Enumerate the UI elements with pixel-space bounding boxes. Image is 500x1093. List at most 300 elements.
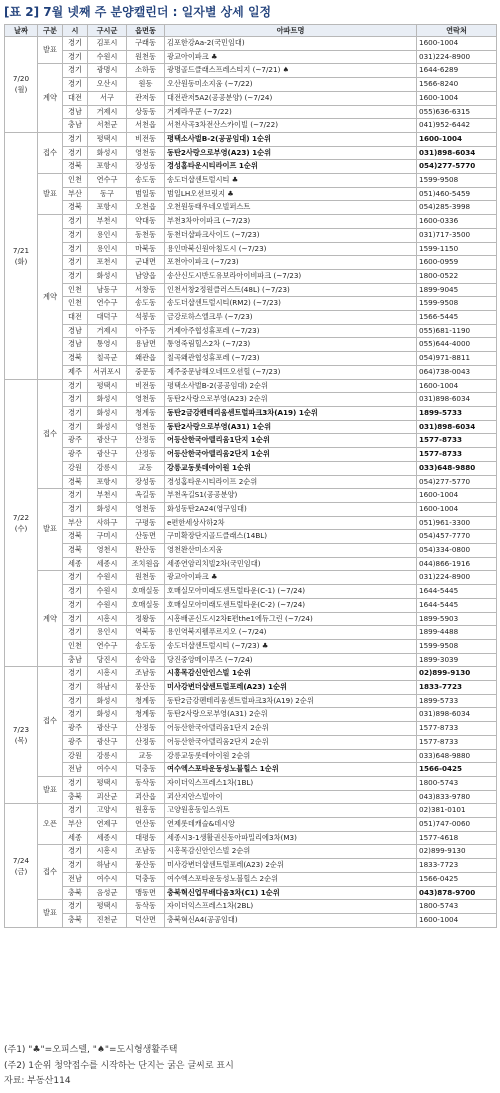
gu-cell: 포항시 (88, 475, 127, 489)
dong-cell: 영천동 (127, 420, 165, 434)
apt-cell: 용인역북지웰푸르지오 (~7/24) (165, 626, 417, 640)
table-row (5, 365, 497, 379)
apt-cell: 동천더샵파크사이드 (~7/23) (165, 228, 417, 242)
gu-cell: 평택시 (88, 900, 127, 914)
table-row (5, 667, 497, 681)
apt-cell: 여수엑스포타운동성노블힐스 1순위 (165, 763, 417, 777)
apt-cell: 제주중문남해오네뜨오션힐 (~7/23) (165, 365, 417, 379)
gu-cell: 용인시 (88, 626, 127, 640)
table-row (5, 571, 497, 585)
phone-cell: 1566-8240 (417, 78, 497, 92)
table-row (5, 324, 497, 338)
si-cell: 경기 (63, 228, 88, 242)
phone-cell: 1600-1004 (417, 502, 497, 516)
phone-cell: 1899-3039 (417, 653, 497, 667)
table-title: [표 2] 7월 넷째 주 분양캘린더 : 일자별 상세 일정 (4, 5, 272, 19)
gu-cell: 거제시 (88, 105, 127, 119)
gu-cell: 평택시 (88, 132, 127, 146)
footnote-2: (주2) 1순위 청약접수를 시작하는 단지는 굵은 글씨로 표시 (4, 1060, 234, 1071)
gu-cell: 연수구 (88, 639, 127, 653)
apt-cell: 경성홈타운시티라이프 2순위 (165, 475, 417, 489)
type-cell: 계약 (38, 215, 63, 379)
gu-cell: 포항시 (88, 160, 127, 174)
gu-cell: 사하구 (88, 516, 127, 530)
apt-cell: 고양원흥동일스위트 (165, 804, 417, 818)
gu-cell: 화성시 (88, 420, 127, 434)
table-row (5, 50, 497, 64)
type-cell: 계약 (38, 64, 63, 133)
dong-cell: 괴산읍 (127, 790, 165, 804)
si-cell: 대전 (63, 91, 88, 105)
gu-cell: 광명시 (88, 64, 127, 78)
gu-cell: 화성시 (88, 146, 127, 160)
dong-cell: 아주동 (127, 324, 165, 338)
table-row (5, 406, 497, 420)
gu-cell: 서구 (88, 91, 127, 105)
table-row (5, 900, 497, 914)
apt-cell: 시흥목감신안인스빌 1순위 (165, 667, 417, 681)
table-row (5, 242, 497, 256)
date-cell: 7/24 (금) (5, 804, 38, 927)
dong-cell: 서천읍 (127, 119, 165, 133)
col-header-phone: 연락처 (417, 25, 497, 37)
gu-cell: 화성시 (88, 393, 127, 407)
table-row (5, 872, 497, 886)
apt-cell: 호매실모아미래도센트럴타운(C-2) (~7/24) (165, 598, 417, 612)
phone-cell: 1600-1004 (417, 489, 497, 503)
table-row (5, 653, 497, 667)
apt-cell: 서천사곡3차전산스카이빌 (~7/22) (165, 119, 417, 133)
table-row (5, 557, 497, 571)
gu-cell: 광산구 (88, 448, 127, 462)
phone-cell: 1899-4488 (417, 626, 497, 640)
si-cell: 경남 (63, 338, 88, 352)
dong-cell: 비전동 (127, 379, 165, 393)
col-header-type: 구분 (38, 25, 63, 37)
table-row (5, 502, 497, 516)
footnotes (4, 1043, 496, 1090)
phone-cell: 054)334-0800 (417, 544, 497, 558)
gu-cell: 동구 (88, 187, 127, 201)
si-cell: 경기 (63, 585, 88, 599)
table-row (5, 132, 497, 146)
si-cell: 강원 (63, 749, 88, 763)
gu-cell: 연제구 (88, 818, 127, 832)
apt-cell: 세종연암리치빌2차(국민임대) (165, 557, 417, 571)
si-cell: 경기 (63, 900, 88, 914)
apt-cell: 김포한강Aa-2(국민임대) (165, 37, 417, 51)
gu-cell: 시흥시 (88, 612, 127, 626)
dong-cell: 관저동 (127, 91, 165, 105)
apt-cell: 어등산한국아델리움1단지 2순위 (165, 722, 417, 736)
apt-cell: 송도더샵센트럴시티 (~7/23) ♣ (165, 639, 417, 653)
dong-cell: 송도동 (127, 174, 165, 188)
table-row (5, 297, 497, 311)
table-row (5, 694, 497, 708)
si-cell: 경기 (63, 146, 88, 160)
si-cell: 충북 (63, 790, 88, 804)
dong-cell: 용남면 (127, 338, 165, 352)
phone-cell: 051)460-5459 (417, 187, 497, 201)
phone-cell: 1600-1004 (417, 37, 497, 51)
si-cell: 광주 (63, 448, 88, 462)
table-row (5, 763, 497, 777)
dong-cell: 조남동 (127, 845, 165, 859)
phone-cell: 055)644-4000 (417, 338, 497, 352)
table-row (5, 598, 497, 612)
apt-cell: 당진중앙메이루즈 (~7/24) (165, 653, 417, 667)
gu-cell: 칠곡군 (88, 352, 127, 366)
table-row (5, 544, 497, 558)
apt-cell: 미사강변더샵센트럴포레(A23) 1순위 (165, 681, 417, 695)
si-cell: 인천 (63, 639, 88, 653)
phone-cell: 054)285-3998 (417, 201, 497, 215)
phone-cell: 1800-0522 (417, 269, 497, 283)
table-row (5, 585, 497, 599)
apt-cell: 세종시3-1생활권신동아파밀리에3차(M3) (165, 831, 417, 845)
dong-cell: 정왕동 (127, 612, 165, 626)
dong-cell: 청계동 (127, 694, 165, 708)
table-row (5, 37, 497, 51)
type-cell: 발표 (38, 776, 63, 803)
apt-cell: 평택소사벌B-2(공공임대) 2순위 (165, 379, 417, 393)
phone-cell: 1577-8733 (417, 735, 497, 749)
table-row (5, 434, 497, 448)
type-cell: 발표 (38, 174, 63, 215)
gu-cell: 화성시 (88, 269, 127, 283)
si-cell: 강원 (63, 461, 88, 475)
apt-cell: 자이더익스프레스1차(1BL) (165, 776, 417, 790)
si-cell: 경기 (63, 37, 88, 51)
si-cell: 경남 (63, 105, 88, 119)
si-cell: 세종 (63, 831, 88, 845)
schedule-table-container (4, 24, 496, 928)
table-row (5, 160, 497, 174)
gu-cell: 용인시 (88, 228, 127, 242)
gu-cell: 시흥시 (88, 667, 127, 681)
apt-cell: 어등산한국아델리움2단지 2순위 (165, 735, 417, 749)
gu-cell: 진천군 (88, 914, 127, 928)
si-cell: 부산 (63, 818, 88, 832)
dong-cell: 마북동 (127, 242, 165, 256)
apt-cell: 시흥목감신안인스빌 2순위 (165, 845, 417, 859)
phone-cell: 1599-9508 (417, 174, 497, 188)
si-cell: 경기 (63, 804, 88, 818)
phone-cell: 043)878-9700 (417, 886, 497, 900)
si-cell: 부산 (63, 516, 88, 530)
dong-cell: 교동 (127, 749, 165, 763)
phone-cell: 055)681-1190 (417, 324, 497, 338)
apt-cell: 광교아이파크 ♣ (165, 50, 417, 64)
type-cell: 계약 (38, 571, 63, 667)
phone-cell: 055)636-6315 (417, 105, 497, 119)
apt-cell: 강릉교동롯데아이원 2순위 (165, 749, 417, 763)
table-row (5, 626, 497, 640)
si-cell: 전남 (63, 872, 88, 886)
gu-cell: 화성시 (88, 502, 127, 516)
apt-cell: 인천서창2정원클러스트(48L) (~7/23) (165, 283, 417, 297)
table-row (5, 461, 497, 475)
gu-cell: 김포시 (88, 37, 127, 51)
phone-cell: 1899-5733 (417, 406, 497, 420)
table-row (5, 681, 497, 695)
col-header-dong: 읍면동 (127, 25, 165, 37)
phone-cell: 1899-5903 (417, 612, 497, 626)
phone-cell: 054)277-5770 (417, 475, 497, 489)
gu-cell: 하남시 (88, 859, 127, 873)
dong-cell: 비전동 (127, 132, 165, 146)
si-cell: 인천 (63, 297, 88, 311)
si-cell: 경기 (63, 50, 88, 64)
apt-cell: 대전관저5A2(공공분양) (~7/24) (165, 91, 417, 105)
phone-cell: 031)224-8900 (417, 571, 497, 585)
table-row (5, 64, 497, 78)
table-row (5, 818, 497, 832)
table-row (5, 256, 497, 270)
phone-cell: 1599-1150 (417, 242, 497, 256)
dong-cell: 청계동 (127, 406, 165, 420)
dong-cell: 역북동 (127, 626, 165, 640)
table-row (5, 174, 497, 188)
dong-cell: 상동동 (127, 105, 165, 119)
apt-cell: 동탄2금강펜테리움센트럴파크3차(A19) 2순위 (165, 694, 417, 708)
apt-cell: 용인마북신원아침도시 (~7/23) (165, 242, 417, 256)
type-cell: 접수 (38, 667, 63, 777)
table-row (5, 530, 497, 544)
gu-cell: 부천시 (88, 215, 127, 229)
phone-cell: 1577-8733 (417, 722, 497, 736)
table-row (5, 393, 497, 407)
schedule-table (4, 24, 497, 928)
si-cell: 경기 (63, 256, 88, 270)
gu-cell: 수원시 (88, 571, 127, 585)
apt-cell: 송도더샵센트럴시티 ♣ (165, 174, 417, 188)
dong-cell: 석봉동 (127, 311, 165, 325)
phone-cell: 1600-1004 (417, 379, 497, 393)
phone-cell: 031)224-8900 (417, 50, 497, 64)
dong-cell: 덕산면 (127, 914, 165, 928)
gu-cell: 대덕구 (88, 311, 127, 325)
si-cell: 광주 (63, 722, 88, 736)
phone-cell: 1577-8733 (417, 448, 497, 462)
dong-cell: 원천동 (127, 571, 165, 585)
table-row (5, 831, 497, 845)
dong-cell: 영천동 (127, 393, 165, 407)
phone-cell: 1644-5445 (417, 585, 497, 599)
type-cell: 접수 (38, 379, 63, 489)
gu-cell: 연수구 (88, 174, 127, 188)
gu-cell: 화성시 (88, 694, 127, 708)
si-cell: 인천 (63, 174, 88, 188)
gu-cell: 괴산군 (88, 790, 127, 804)
dong-cell: 산정동 (127, 448, 165, 462)
si-cell: 경북 (63, 475, 88, 489)
dong-cell: 산정동 (127, 735, 165, 749)
table-row (5, 859, 497, 873)
dong-cell: 풍산동 (127, 859, 165, 873)
type-cell: 오픈 (38, 804, 63, 845)
si-cell: 경기 (63, 502, 88, 516)
phone-cell: 031)898-6034 (417, 393, 497, 407)
gu-cell: 통영시 (88, 338, 127, 352)
dong-cell: 원동 (127, 78, 165, 92)
table-row (5, 749, 497, 763)
dong-cell: 덕충동 (127, 872, 165, 886)
dong-cell: 호매실동 (127, 598, 165, 612)
apt-cell: 어등산한국아델리움1단지 1순위 (165, 434, 417, 448)
table-row (5, 228, 497, 242)
si-cell: 충남 (63, 119, 88, 133)
table-row (5, 78, 497, 92)
apt-cell: 호매실모아미래도센트럴타운(C-1) (~7/24) (165, 585, 417, 599)
si-cell: 경남 (63, 324, 88, 338)
si-cell: 세종 (63, 557, 88, 571)
table-row (5, 722, 497, 736)
dong-cell: 산정동 (127, 434, 165, 448)
phone-cell: 1600-1004 (417, 914, 497, 928)
apt-cell: 영천완산미소지움 (165, 544, 417, 558)
si-cell: 경북 (63, 160, 88, 174)
si-cell: 경기 (63, 694, 88, 708)
si-cell: 경기 (63, 845, 88, 859)
si-cell: 경기 (63, 393, 88, 407)
table-row (5, 914, 497, 928)
phone-cell: 1600-1004 (417, 132, 497, 146)
si-cell: 경기 (63, 78, 88, 92)
dong-cell: 산동면 (127, 530, 165, 544)
dong-cell: 산정동 (127, 722, 165, 736)
si-cell: 충북 (63, 914, 88, 928)
phone-cell: 1833-7723 (417, 681, 497, 695)
gu-cell: 광산구 (88, 735, 127, 749)
apt-cell: 포천아이파크 (~7/23) (165, 256, 417, 270)
table-row (5, 776, 497, 790)
si-cell: 경기 (63, 667, 88, 681)
phone-cell: 051)747-0060 (417, 818, 497, 832)
apt-cell: 범일LH오션브릿지 ♣ (165, 187, 417, 201)
si-cell: 경기 (63, 489, 88, 503)
dong-cell: 약대동 (127, 215, 165, 229)
apt-cell: 부천옥길S1(공공분양) (165, 489, 417, 503)
si-cell: 경기 (63, 776, 88, 790)
dong-cell: 송도동 (127, 639, 165, 653)
phone-cell: 1800-5743 (417, 776, 497, 790)
apt-cell: 오산원동미소지움 (~7/22) (165, 78, 417, 92)
phone-cell: 031)898-6034 (417, 146, 497, 160)
table-row (5, 283, 497, 297)
phone-cell: 1600-1004 (417, 91, 497, 105)
dong-cell: 덕충동 (127, 763, 165, 777)
apt-cell: 어등산한국아델리움2단지 1순위 (165, 448, 417, 462)
gu-cell: 여수시 (88, 872, 127, 886)
si-cell: 광주 (63, 735, 88, 749)
table-row (5, 420, 497, 434)
phone-cell: 1899-9045 (417, 283, 497, 297)
apt-cell: 칠곡왜관협성휴포레 (~7/23) (165, 352, 417, 366)
phone-cell: 1600-0336 (417, 215, 497, 229)
dong-cell: 소하동 (127, 64, 165, 78)
si-cell: 경북 (63, 352, 88, 366)
gu-cell: 부천시 (88, 489, 127, 503)
phone-cell: 1577-8733 (417, 434, 497, 448)
table-row (5, 790, 497, 804)
dong-cell: 중문동 (127, 365, 165, 379)
si-cell: 경기 (63, 681, 88, 695)
table-row (5, 804, 497, 818)
gu-cell: 평택시 (88, 776, 127, 790)
si-cell: 경기 (63, 612, 88, 626)
dong-cell: 왜관읍 (127, 352, 165, 366)
gu-cell: 구미시 (88, 530, 127, 544)
phone-cell: 1599-9508 (417, 297, 497, 311)
si-cell: 인천 (63, 283, 88, 297)
si-cell: 경북 (63, 530, 88, 544)
gu-cell: 광산구 (88, 434, 127, 448)
dong-cell: 범일동 (127, 187, 165, 201)
si-cell: 광주 (63, 434, 88, 448)
table-row (5, 201, 497, 215)
date-cell: 7/21 (화) (5, 132, 38, 379)
gu-cell: 평택시 (88, 379, 127, 393)
apt-cell: 거제라우쿤 (~7/22) (165, 105, 417, 119)
table-row (5, 379, 497, 393)
phone-cell: 033)648-9880 (417, 749, 497, 763)
phone-cell: 1566-0425 (417, 763, 497, 777)
table-row (5, 105, 497, 119)
apt-cell: 통영죽림힐스2차 (~7/23) (165, 338, 417, 352)
phone-cell: 041)952-6442 (417, 119, 497, 133)
si-cell: 경기 (63, 859, 88, 873)
dong-cell: 청계동 (127, 708, 165, 722)
si-cell: 충남 (63, 653, 88, 667)
gu-cell: 광산구 (88, 722, 127, 736)
phone-cell: 043)833-9780 (417, 790, 497, 804)
apt-cell: 광교아이파크 ♣ (165, 571, 417, 585)
apt-cell: 경성홈타운시티라이프 1순위 (165, 160, 417, 174)
si-cell: 경기 (63, 132, 88, 146)
dong-cell: 동천동 (127, 228, 165, 242)
apt-cell: 연제롯데캐슬&데시앙 (165, 818, 417, 832)
table-row (5, 269, 497, 283)
source-note: 자료: 부동산114 (4, 1076, 71, 1086)
phone-cell: 1644-6289 (417, 64, 497, 78)
gu-cell: 수원시 (88, 50, 127, 64)
dong-cell: 장성동 (127, 475, 165, 489)
dong-cell: 송악읍 (127, 653, 165, 667)
table-row (5, 146, 497, 160)
dong-cell: 대평동 (127, 831, 165, 845)
apt-cell: 동탄2사랑으로부영(A31) 1순위 (165, 420, 417, 434)
gu-cell: 여수시 (88, 763, 127, 777)
gu-cell: 수원시 (88, 598, 127, 612)
type-cell: 발표 (38, 900, 63, 927)
phone-cell: 044)866-1916 (417, 557, 497, 571)
dong-cell: 구래동 (127, 37, 165, 51)
phone-cell: 031)898-6034 (417, 420, 497, 434)
si-cell: 경기 (63, 379, 88, 393)
phone-cell: 1566-0425 (417, 872, 497, 886)
dong-cell: 완산동 (127, 544, 165, 558)
gu-cell: 당진시 (88, 653, 127, 667)
dong-cell: 옥길동 (127, 489, 165, 503)
dong-cell: 영천동 (127, 146, 165, 160)
gu-cell: 하남시 (88, 681, 127, 695)
apt-cell: 구미확장단지골드클래스(14BL) (165, 530, 417, 544)
dong-cell: 오천읍 (127, 201, 165, 215)
apt-cell: 동탄2금강펜테리움센트럴파크3차(A19) 1순위 (165, 406, 417, 420)
apt-cell: 여수엑스포타운동성노블힐스 2순위 (165, 872, 417, 886)
gu-cell: 세종시 (88, 557, 127, 571)
